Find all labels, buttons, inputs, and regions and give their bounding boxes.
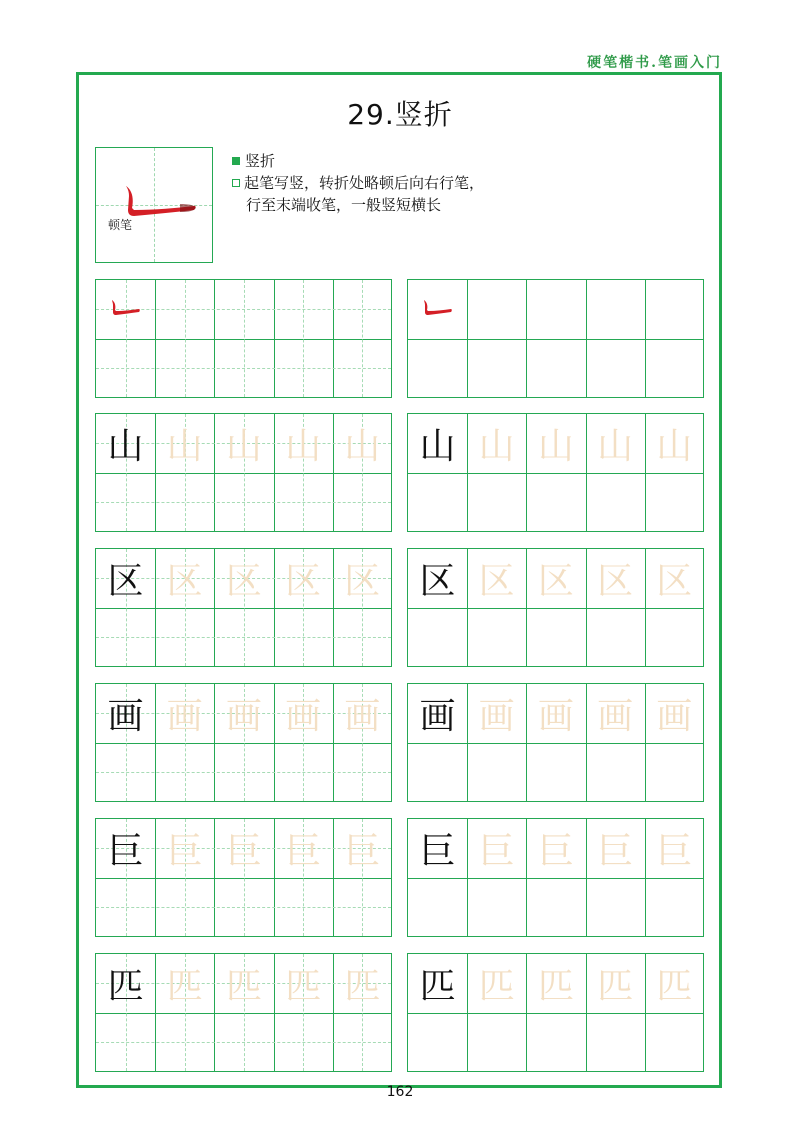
model-character: 画	[419, 695, 456, 737]
trace-character: 匹	[285, 965, 322, 1007]
trace-character: 画	[597, 695, 634, 737]
guide-line	[185, 280, 186, 397]
guide-line	[96, 368, 391, 369]
trace-character: 巨	[656, 830, 693, 872]
trace-character: 匹	[597, 965, 634, 1007]
stroke-method-line1: 起笔写竖，转折处略顿后向右行笔，	[244, 174, 485, 192]
stroke-name: 竖折	[245, 152, 276, 170]
trace-character: 区	[285, 560, 322, 602]
model-character: 区	[419, 560, 456, 602]
model-character: 山	[107, 425, 144, 467]
trace-character: 画	[166, 695, 203, 737]
model-character: 巨	[107, 830, 144, 872]
trace-character: 匹	[344, 965, 381, 1007]
trace-character: 区	[225, 560, 262, 602]
practice-block	[95, 413, 392, 532]
trace-character: 画	[285, 695, 322, 737]
practice-block	[407, 279, 704, 398]
bullet-icon	[232, 157, 240, 165]
trace-character: 区	[478, 560, 515, 602]
guide-line	[362, 280, 363, 397]
grid-line	[408, 339, 703, 340]
guide-line	[96, 637, 391, 638]
practice-block	[95, 548, 392, 667]
practice-block	[407, 818, 704, 937]
trace-character: 巨	[166, 830, 203, 872]
trace-character: 区	[166, 560, 203, 602]
model-character: 匹	[107, 965, 144, 1007]
stroke-description	[232, 150, 484, 216]
grid-line	[408, 473, 703, 474]
trace-character: 巨	[478, 830, 515, 872]
model-character: 巨	[419, 830, 456, 872]
trace-character: 画	[225, 695, 262, 737]
series-title: 硬笔楷书.笔画入门	[587, 55, 722, 71]
trace-character: 匹	[537, 965, 574, 1007]
stroke-method-line2: 行至末端收笔，一般竖短横长	[246, 196, 442, 214]
trace-character: 匹	[478, 965, 515, 1007]
practice-block	[407, 413, 704, 532]
trace-character: 巨	[225, 830, 262, 872]
grid-line	[408, 878, 703, 879]
trace-character: 巨	[285, 830, 322, 872]
practice-block	[95, 279, 392, 398]
trace-character: 山	[597, 425, 634, 467]
trace-character: 山	[344, 425, 381, 467]
grid-line	[408, 743, 703, 744]
guide-line	[303, 280, 304, 397]
trace-character: 画	[478, 695, 515, 737]
trace-character: 区	[597, 560, 634, 602]
trace-character: 匹	[225, 965, 262, 1007]
trace-character: 巨	[597, 830, 634, 872]
stroke-demo-icon	[96, 148, 214, 264]
guide-line	[96, 1042, 391, 1043]
stroke-demo-box	[95, 147, 213, 263]
trace-character: 巨	[537, 830, 574, 872]
trace-character: 画	[656, 695, 693, 737]
guide-line	[96, 907, 391, 908]
trace-character: 山	[478, 425, 515, 467]
trace-character: 巨	[344, 830, 381, 872]
stroke-note: 顿笔	[108, 218, 133, 232]
practice-block	[95, 683, 392, 802]
model-character: 区	[107, 560, 144, 602]
trace-character: 山	[225, 425, 262, 467]
trace-character: 山	[537, 425, 574, 467]
grid-line	[408, 608, 703, 609]
trace-character: 区	[344, 560, 381, 602]
practice-block	[407, 548, 704, 667]
trace-character: 山	[166, 425, 203, 467]
trace-character: 匹	[656, 965, 693, 1007]
trace-character: 山	[285, 425, 322, 467]
trace-character: 画	[537, 695, 574, 737]
trace-character: 山	[656, 425, 693, 467]
model-character: 匹	[419, 965, 456, 1007]
guide-line	[96, 772, 391, 773]
stroke-sample-icon	[408, 280, 467, 338]
trace-character: 区	[537, 560, 574, 602]
practice-block	[407, 953, 704, 1072]
stroke-name-row	[232, 150, 484, 172]
page-number: 162	[386, 1084, 414, 1100]
grid-line	[408, 1013, 703, 1014]
model-character: 画	[107, 695, 144, 737]
practice-block	[407, 683, 704, 802]
checkbox-icon	[232, 179, 240, 187]
trace-character: 匹	[166, 965, 203, 1007]
practice-block	[95, 818, 392, 937]
stroke-method-row	[232, 172, 484, 194]
trace-character: 画	[344, 695, 381, 737]
trace-character: 区	[656, 560, 693, 602]
guide-line	[96, 502, 391, 503]
stroke-sample-icon	[96, 280, 155, 338]
guide-line	[244, 280, 245, 397]
model-character: 山	[419, 425, 456, 467]
practice-block	[95, 953, 392, 1072]
lesson-title: 29.竖折	[347, 98, 453, 131]
